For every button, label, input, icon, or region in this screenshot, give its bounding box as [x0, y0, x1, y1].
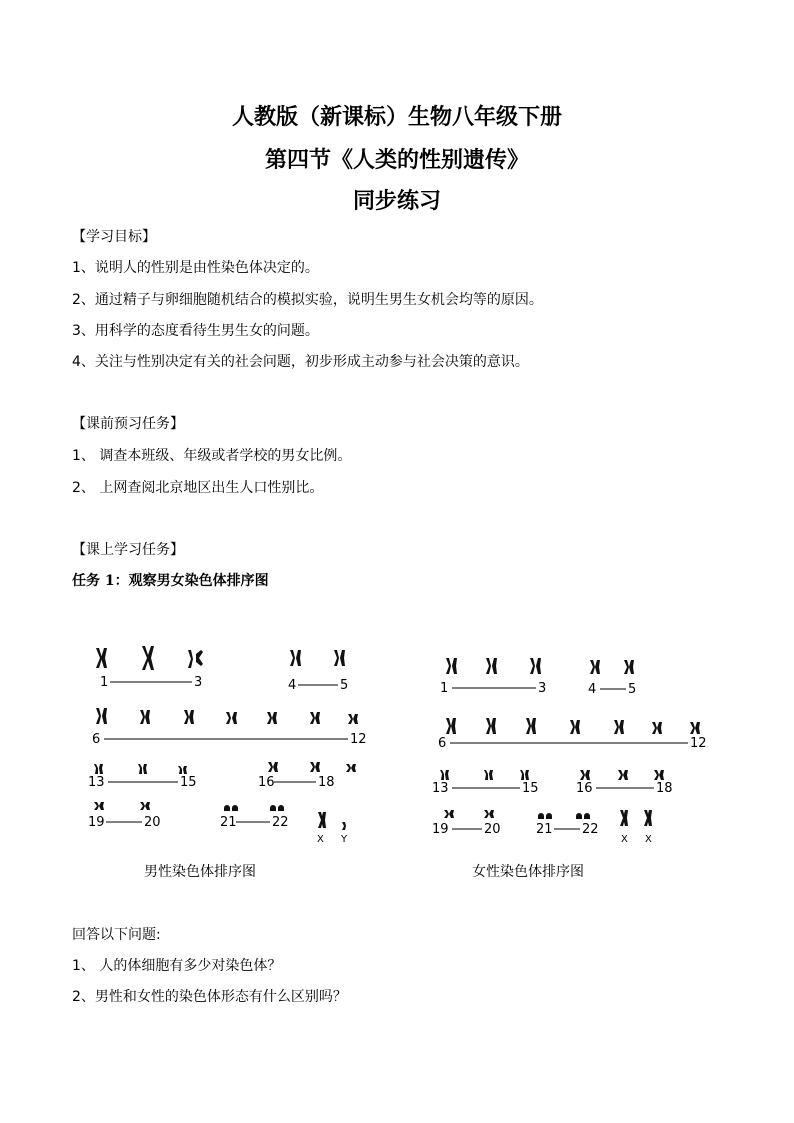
male-pair-20	[140, 802, 150, 810]
female-pair-13	[440, 770, 449, 780]
female-label-15: 15	[522, 781, 539, 796]
female-label-22: 22	[582, 822, 599, 837]
male-label-6: 6	[92, 732, 101, 747]
female-pair-12	[690, 722, 700, 734]
female-pair-20	[484, 810, 494, 818]
doc-section-title: 同步练习	[352, 188, 441, 214]
male-pair-8	[184, 710, 194, 724]
female-pair-6	[446, 718, 456, 734]
female-pair-17	[618, 770, 628, 780]
classwork-heading: 【课上学习任务】	[72, 542, 184, 558]
objectives-heading: 【学习目标】	[72, 229, 156, 245]
male-figure-caption: 男性染色体排序图	[144, 864, 256, 880]
male-pair-17	[310, 762, 320, 772]
objective-item-4: 4、关注与性别决定有关的社会问题，初步形成主动参与社会决策的意识。	[72, 354, 529, 370]
male-pair-6	[96, 708, 107, 724]
female-pair-16	[580, 770, 590, 780]
male-label-22: 22	[272, 815, 289, 830]
female-pair-10	[614, 720, 624, 734]
female-label-16: 16	[576, 781, 593, 796]
objective-item-3: 3、用科学的态度看待生男生女的问题。	[72, 323, 319, 339]
male-pair-12	[348, 714, 358, 724]
questions-intro: 回答以下问题:	[72, 927, 161, 943]
female-pair-14	[484, 770, 493, 780]
male-pair-15	[178, 766, 187, 774]
female-label-20: 20	[484, 822, 501, 837]
female-pair-11	[652, 722, 662, 734]
preview-item-2: 2、 上网查阅北京地区出生人口性别比。	[72, 480, 324, 496]
male-label-y: Y	[341, 834, 348, 845]
male-label-4: 4	[288, 678, 297, 693]
female-pair-7	[486, 718, 496, 734]
female-label-12: 12	[690, 736, 707, 751]
male-label-12: 12	[350, 732, 367, 747]
female-pair-8	[526, 718, 536, 734]
male-pair-11	[310, 712, 320, 724]
female-label-3: 3	[538, 681, 547, 696]
female-sex-chromosome-x2	[644, 810, 652, 826]
female-label-21: 21	[536, 822, 553, 837]
male-pair-2	[142, 646, 154, 670]
male-pair-16	[268, 762, 278, 772]
male-pair-18	[346, 764, 356, 772]
female-pair-18	[654, 770, 664, 780]
female-pair-19	[444, 810, 454, 818]
male-pair-14	[138, 764, 147, 774]
female-karyotype-svg	[426, 630, 726, 855]
male-sex-chromosome-x	[318, 812, 326, 828]
objective-item-2: 2、通过精子与卵细胞随机结合的模拟实验，说明生男生女机会均等的原因。	[72, 292, 543, 308]
male-pair-5	[334, 650, 345, 666]
female-pair-15	[520, 770, 529, 780]
female-bracket-lines	[450, 688, 688, 829]
male-karyotype-figure	[84, 630, 384, 855]
female-label-18: 18	[656, 781, 673, 796]
preview-item-1: 1、 调查本班级、年级或者学校的男女比例。	[72, 448, 352, 464]
male-label-21: 21	[220, 815, 237, 830]
female-pair-22	[576, 813, 590, 819]
male-pair-9	[226, 712, 237, 724]
doc-title: 人教版（新课标）生物八年级下册	[231, 104, 562, 130]
male-pair-13	[94, 764, 103, 774]
male-bracket-lines	[104, 682, 348, 822]
preview-heading: 【课前预习任务】	[72, 416, 184, 432]
male-label-19: 19	[88, 815, 105, 830]
question-item-1: 1、 人的体细胞有多少对染色体？	[72, 958, 282, 974]
male-karyotype-svg	[84, 630, 384, 855]
female-label-19: 19	[432, 822, 449, 837]
female-pair-21	[538, 813, 552, 819]
female-karyotype-figure	[426, 630, 726, 855]
female-label-6: 6	[438, 736, 447, 751]
male-pair-1	[96, 648, 107, 668]
male-label-15: 15	[180, 775, 197, 790]
doc-subtitle: 第四节《人类的性别遗传》	[264, 147, 529, 173]
male-label-18: 18	[318, 775, 335, 790]
female-label-x2: X	[645, 834, 652, 845]
male-pair-7	[140, 710, 150, 724]
female-label-1: 1	[440, 681, 449, 696]
male-chromosome-marks	[94, 646, 358, 830]
female-pair-3	[530, 658, 541, 674]
male-label-3: 3	[194, 675, 203, 690]
male-label-x: X	[317, 834, 324, 845]
female-pair-1	[446, 658, 457, 674]
male-sex-chromosome-y	[342, 822, 346, 830]
male-label-20: 20	[144, 815, 161, 830]
female-sex-chromosome-x1	[620, 810, 628, 826]
male-label-13: 13	[88, 775, 105, 790]
female-pair-4	[590, 660, 600, 674]
male-pair-4	[290, 650, 301, 666]
male-label-16: 16	[258, 775, 275, 790]
female-figure-caption: 女性染色体排序图	[472, 864, 584, 880]
female-pair-5	[624, 660, 634, 674]
female-chromosome-marks	[440, 658, 700, 826]
task-1-label: 任务 1：观察男女染色体排序图	[72, 573, 269, 589]
female-label-13: 13	[432, 781, 449, 796]
male-label-1: 1	[100, 675, 109, 690]
objective-item-1: 1、说明人的性别是由性染色体决定的。	[72, 260, 319, 276]
question-item-2: 2、男性和女性的染色体形态有什么区别吗？	[72, 989, 347, 1005]
male-pair-10	[267, 712, 277, 724]
female-pair-9	[570, 720, 580, 734]
female-pair-2	[486, 658, 497, 674]
male-pair-3	[188, 650, 203, 668]
female-label-4: 4	[588, 682, 597, 697]
male-label-5: 5	[340, 678, 349, 693]
male-pair-19	[94, 802, 104, 810]
female-label-x1: X	[621, 834, 628, 845]
male-pair-21	[224, 805, 238, 811]
female-label-5: 5	[628, 682, 637, 697]
male-pair-22	[270, 805, 284, 811]
